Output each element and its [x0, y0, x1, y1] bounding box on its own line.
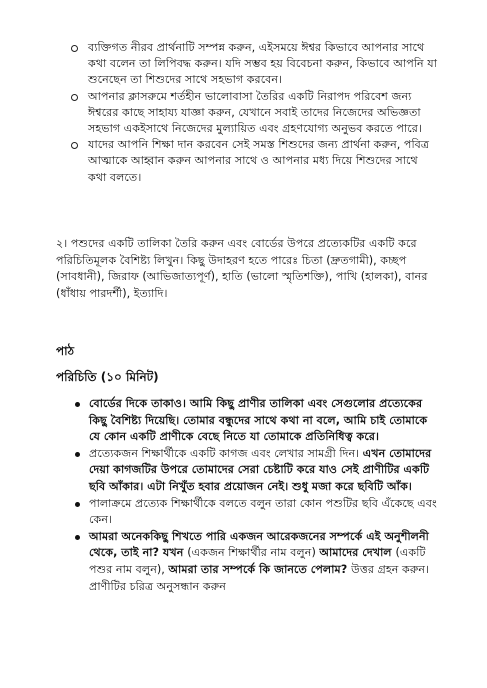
circle-bullet-icon [71, 45, 78, 52]
bullet-icon [75, 452, 80, 457]
prayer-item-text: আপনার ক্লাসরুমে শর্তহীন ভালোবাসা তৈরির একটি নিরাপদ পরিবেশ জন্য ঈশ্বরের কাছে সাহায্য যাজ্ঞা করুন, যেখানে সবাই তাদের নিজেদের অভিজ্ঞতা সহভাগ একইসাথে নিজেদের মুল্যায়িত এবং গ্রহণযোগ্য অনুভব করতে পারে। [88, 89, 422, 136]
bold-instruction: আমাদের দেখাল [319, 546, 396, 560]
list-item [89, 529, 441, 595]
bold-instruction: এখন তোমাদের দেয়া কাগজটির উপরে তোমাদের সেরা চেষ্টাটি করে যাও সেই প্রাণীটির একটি ছবি আঁকার। এটা নিখুঁত হবার প্রয়োজন নেই। শুধু মজা করে ছবিটি আঁক। [89, 446, 432, 493]
teacher-instruction: প্রত্যেকজন শিক্ষার্থীকে একটি কাগজ এবং লেখার সামগ্রী দিন। [89, 446, 363, 460]
list-item [89, 446, 441, 496]
prayer-item-text: যাদের আপনি শিক্ষা দান করবেন সেই সমস্ত শিশুদের জন্য প্রার্থনা করুন, পবিত্র আত্মাকে আহ্বান করুন আপনার সাথে ও আপনার মধ্য দিয়ে শিশুদের সাথে কথা বলতে। [88, 138, 430, 184]
list-item [88, 89, 438, 138]
bold-instruction: আমরা অনেককিছু শিখতে পারি একজন আরেকজনের সম্পর্কে এই অনুশীলনী থেকে, তাই না? যখন [89, 529, 429, 560]
step-2-paragraph: ২। পশুদের একটি তালিকা তৈরি করুন এবং বোর্ডের উপরে প্রত্যেকটির একটি করে পরিচিতিমূলক বৈশিষ্ট্য লিখুন। কিছু উদাহরণ হতে পারেঃ চিতা (দ্রুতগামী), কচ্ছপ (সাবধানী), জিরাফ (আভিজাত্যপূর্ণ), হাতি (ভালো স্মৃতিশক্তি), পাখি (হালকা), বানর (ধাঁধায় পারদর্শী), ইত্যাদি। [56, 237, 428, 300]
list-item [89, 396, 441, 446]
teacher-instruction: (একজন শিক্ষার্থীর নাম বলুন) [187, 546, 320, 560]
circle-bullet-icon [71, 142, 78, 149]
circle-bullet-icon [71, 94, 78, 101]
bullet-icon [75, 402, 80, 407]
list-item [89, 496, 441, 529]
intro-list [89, 396, 441, 595]
bullet-icon [75, 535, 80, 540]
prayer-item-text: ব্যক্তিগত নীরব প্রার্থনাটি সম্পন্ন করুন, এইসময়ে ঈশ্বর কিভাবে আপনার সাথে কথা বলেন তা লিপিবদ্ধ করুন। যদি সম্ভব হয় বিবেচনা করুন, কিভাবে আপনি যা শুনেছেন তা শিশুদের সাথে সহভাগ করবেন। [88, 41, 437, 87]
bold-instruction: বোর্ডের দিকে তাকাও। আমি কিছু প্রাণীর তালিকা এবং সেগুলোর প্রত্যেকের কিছু বৈশিষ্ট্য দিয়েছি। তোমার বন্ধুদের সাথে কথা না বলে, আমি চাই তোমাকে যে কোন একটি প্রাণীকে বেছে নিতে যা তোমাকে প্রতিনিধিত্ব করে। [89, 397, 428, 444]
bold-instruction: আমরা তার সম্পর্কে কি জানতে পেলাম? [168, 562, 352, 576]
teacher-instruction: পালাক্রমে প্রত্যেক শিক্ষার্থীকে বলতে বলুন তারা কোন পশুটির ছবি এঁকেছে এবং কেন। [89, 496, 437, 527]
bullet-icon [75, 502, 80, 507]
list-item [88, 40, 438, 89]
teacher-instruction: উত্তর গ্রহন করুন। প্রাণীটির চরিত্র অনুসন্ধান করুন [89, 562, 430, 593]
prayer-sub-list [88, 40, 438, 186]
teacher-instruction: (একটি পশুর নাম বলুন), [89, 546, 426, 576]
lesson-heading: পাঠ [56, 344, 75, 358]
list-item [88, 137, 438, 186]
intro-heading: পরিচিতি (১০ মিনিট) [56, 370, 159, 384]
